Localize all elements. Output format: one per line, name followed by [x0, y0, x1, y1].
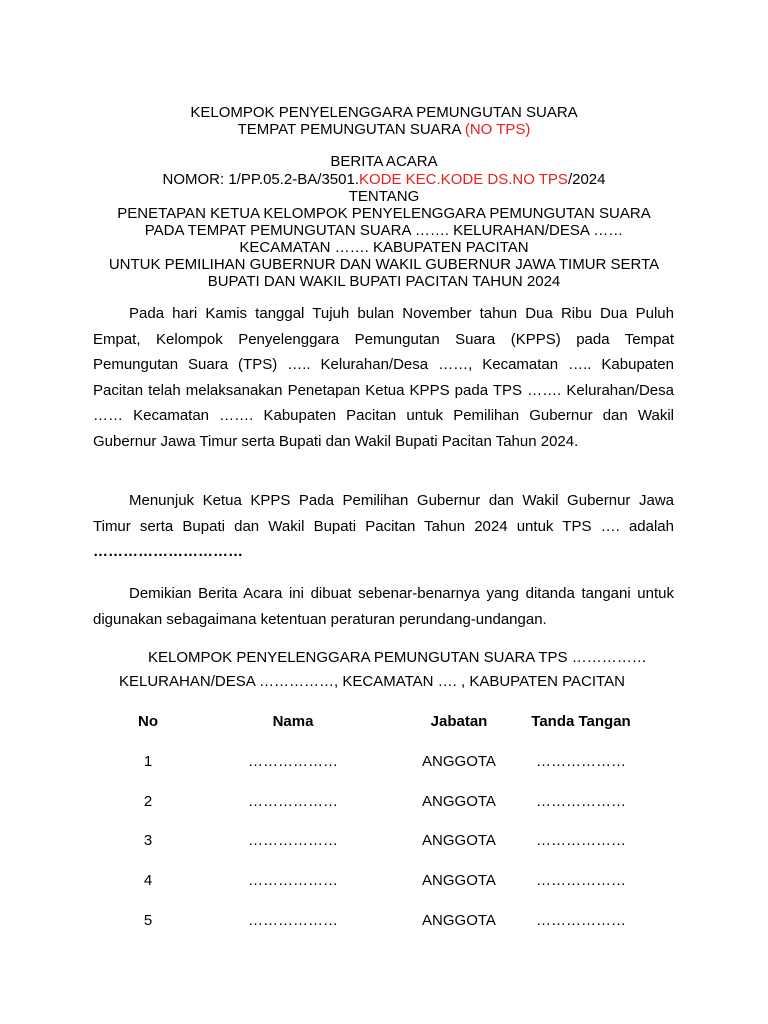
row-position: ANGGOTA: [422, 912, 496, 929]
document-number: [0, 171, 768, 189]
row-signature-placeholder: ………………: [536, 872, 626, 889]
signature-block-kpps: KELOMPOK PENYELENGGARA PEMUNGUTAN SUARA TPS ……………: [148, 649, 647, 666]
row-number: 2: [143, 793, 153, 810]
document-number-year: /2024: [567, 171, 606, 188]
appointee-name-placeholder: …………………………: [93, 543, 243, 560]
row-signature-placeholder: ………………: [536, 793, 626, 810]
table-header-no: No: [138, 713, 158, 730]
heading-tps-text: TEMPAT PEMUNGUTAN SUARA: [237, 121, 465, 138]
document-number-code-placeholder: KODE KEC.KODE DS.NO TPS: [359, 171, 568, 188]
heading-tps: [0, 121, 768, 139]
heading-tps-number-placeholder: (NO TPS): [464, 121, 531, 138]
row-position: ANGGOTA: [422, 753, 496, 770]
row-signature-placeholder: ………………: [536, 832, 626, 849]
table-header-nama: Nama: [272, 713, 314, 730]
row-name-placeholder: ………………: [248, 753, 338, 770]
table-header-jabatan: Jabatan: [430, 713, 488, 730]
subject-line-5: BUPATI DAN WAKIL BUPATI PACITAN TAHUN 2024: [207, 273, 561, 290]
paragraph-appointment: Menunjuk Ketua KPPS Pada Pemilihan Gubernur dan Wakil Gubernur Jawa Timur serta Bupati dan Wakil Bupati Pacitan Tahun 2024 untuk TPS …. adalah: [93, 492, 674, 535]
row-name-placeholder: ………………: [248, 832, 338, 849]
subject-line-1: PENETAPAN KETUA KELOMPOK PENYELENGGARA PEMUNGUTAN SUARA: [117, 205, 651, 222]
heading-kpps: KELOMPOK PENYELENGGARA PEMUNGUTAN SUARA: [190, 104, 578, 121]
row-signature-placeholder: ………………: [536, 912, 626, 929]
row-number: 1: [143, 753, 153, 770]
row-position: ANGGOTA: [422, 793, 496, 810]
signature-block-location: KELURAHAN/DESA ……………, KECAMATAN …. , KABUPATEN PACITAN: [119, 673, 625, 690]
paragraph-closing: Demikian Berita Acara ini dibuat sebenar-benarnya yang ditanda tangani untuk digunakan sebagaimana ketentuan peraturan perundang-undangan.: [93, 585, 674, 628]
row-name-placeholder: ………………: [248, 793, 338, 810]
row-signature-placeholder: ………………: [536, 753, 626, 770]
row-position: ANGGOTA: [422, 832, 496, 849]
row-name-placeholder: ………………: [248, 912, 338, 929]
row-number: 5: [143, 912, 153, 929]
row-position: ANGGOTA: [422, 872, 496, 889]
subject-line-2: PADA TEMPAT PEMUNGUTAN SUARA ……. KELURAHAN/DESA ……: [144, 222, 624, 239]
subject-line-3: KECAMATAN ……. KABUPATEN PACITAN: [239, 239, 529, 256]
table-header-tanda-tangan: Tanda Tangan: [531, 713, 631, 730]
tentang-label: TENTANG: [348, 188, 420, 205]
document-number-prefix: NOMOR: 1/PP.05.2-BA/3501.: [162, 171, 359, 188]
row-name-placeholder: ………………: [248, 872, 338, 889]
paragraph-opening: Pada hari Kamis tanggal Tujuh bulan November tahun Dua Ribu Dua Puluh Empat, Kelompok Penyelenggara Pemungutan Suara (KPPS) pada Tempat Pemungutan Suara (TPS) ….. Kelurahan/Desa ……, Kecamatan ….. Kabupaten Pacitan telah melaksanakan Penetapan Ketua KPPS pada TPS ……. Kelurahan/Desa …… Kecamatan ……. Kabupaten Pacitan untuk Pemilihan Gubernur dan Wakil Gubernur Jawa Timur serta Bupati dan Wakil Bupati Pacitan Tahun 2024.: [93, 305, 674, 450]
row-number: 4: [143, 872, 153, 889]
row-number: 3: [143, 832, 153, 849]
document-title: BERITA ACARA: [330, 153, 438, 170]
subject-line-4: UNTUK PEMILIHAN GUBERNUR DAN WAKIL GUBERNUR JAWA TIMUR SERTA: [108, 256, 660, 273]
